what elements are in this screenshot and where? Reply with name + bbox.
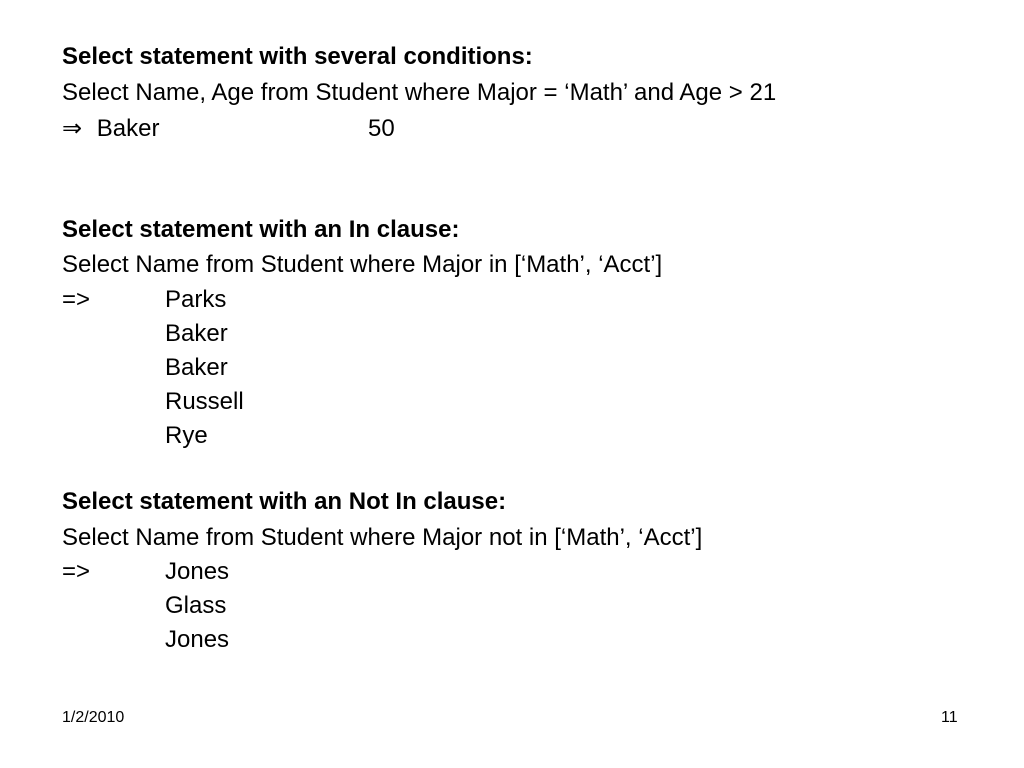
section3-result-item: Jones [165,626,230,653]
section1-result-age: 50 [368,115,395,142]
section3-result-item: Jones [165,558,230,585]
section2-result-item: Rye [165,422,208,449]
section2-result-item: Baker [165,354,228,381]
section2-result-item: Parks [165,286,227,313]
section1-query: Select Name, Age from Student where Major = ‘Math’ and Age > 21 [62,79,777,106]
section2-query: Select Name from Student where Major in [‘Math’, ‘Acct’] [62,251,663,278]
section3-arrow: => [62,558,91,585]
section2-arrow: => [62,286,91,313]
section3-result-item: Glass [165,592,227,619]
section3-heading: Select statement with an Not In clause: [62,488,507,515]
footer-date: 1/2/2010 [62,709,125,726]
section2-result-item: Russell [165,388,244,415]
section1-result-row [62,114,159,144]
footer-page-number: 11 [941,709,958,726]
section3-query: Select Name from Student where Major not in [‘Math’, ‘Acct’] [62,524,703,551]
section1-heading: Select statement with several conditions: [62,43,533,70]
section2-result-item: Baker [165,320,228,347]
implies-arrow-icon: ⇒ [62,115,83,142]
section2-heading: Select statement with an In clause: [62,216,460,243]
section1-result-name: Baker [96,115,160,142]
